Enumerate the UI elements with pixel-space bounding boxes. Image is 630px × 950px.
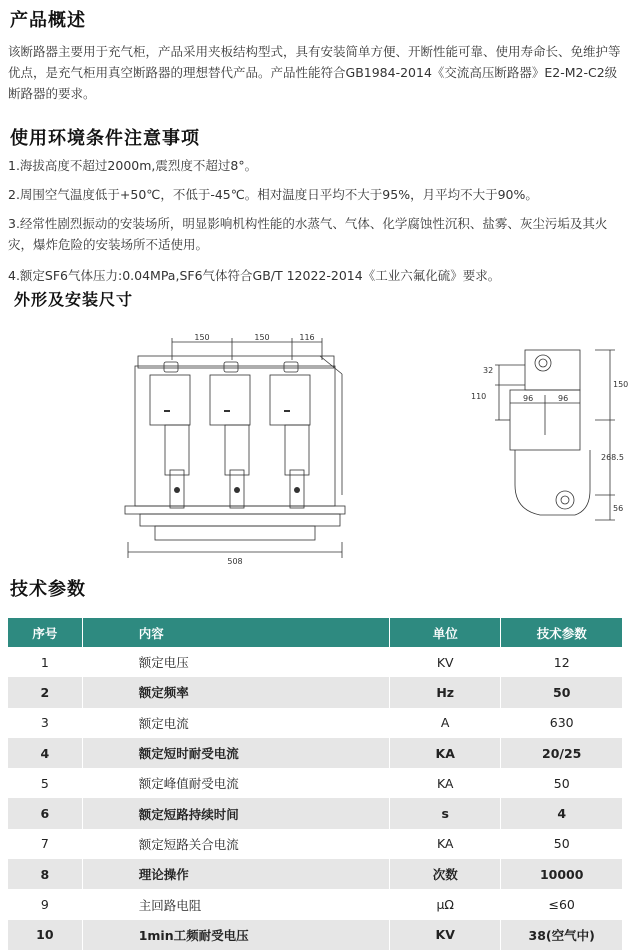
- table-cell: 4: [501, 798, 622, 828]
- header-cell: 技术参数: [501, 618, 622, 647]
- table-cell: 5: [8, 768, 82, 798]
- dim-label: 32: [483, 366, 494, 375]
- dim-label: 150: [254, 333, 270, 342]
- table-header-row: [8, 618, 622, 647]
- table-cell: 额定电流: [82, 708, 389, 738]
- front-view-drawing: [120, 330, 350, 570]
- table-cell: 理论操作: [82, 859, 389, 889]
- table-row: [8, 708, 622, 738]
- table-cell: 10: [8, 920, 82, 950]
- overview-title: 产品概述: [10, 10, 86, 31]
- table-cell: 4: [8, 738, 82, 768]
- table-cell: 2: [8, 677, 82, 707]
- table-cell: KA: [390, 829, 501, 859]
- table-row: [8, 889, 622, 919]
- table-cell: 38(空气中): [501, 920, 622, 950]
- environment-title: 使用环境条件注意事项: [10, 128, 200, 149]
- table-row: [8, 768, 622, 798]
- table-cell: KA: [390, 738, 501, 768]
- table-cell: 次数: [390, 859, 501, 889]
- table-cell: KV: [390, 647, 501, 677]
- table-cell: 7: [8, 829, 82, 859]
- table-cell: 额定电压: [82, 647, 389, 677]
- dim-label: 268.5: [601, 453, 624, 462]
- table-row: [8, 859, 622, 889]
- table-cell: A: [390, 708, 501, 738]
- environment-item: 3.经常性剧烈振动的安装场所，明显影响机构性能的水蒸气、气体、化学腐蚀性沉积、盐雾、灰尘污垢及其火灾，爆炸危险的安装场所不适使用。: [8, 216, 608, 252]
- tech-table: [8, 618, 622, 950]
- table-cell: Hz: [390, 677, 501, 707]
- table-cell: 6: [8, 798, 82, 828]
- table-row: [8, 798, 622, 828]
- overview-body: 该断路器主要用于充气柜，产品采用夹板结构型式，具有安装简单方便、开断性能可靠、使用寿命长、免维护等优点，是充气柜用真空断路器的理想替代产品。产品性能符合GB1984-2014《交流高压断路器》E2-M2-C2级断路器的要求。: [8, 44, 621, 101]
- dim-label: 110: [471, 392, 487, 401]
- table-row: [8, 738, 622, 768]
- dim-label: 508: [227, 557, 243, 566]
- table-cell: 1min工频耐受电压: [82, 920, 389, 950]
- environment-item: 2.周围空气温度低于+50℃，不低于-45℃。相对温度日平均不大于95%，月平均不大于90%。: [8, 187, 538, 202]
- table-cell: 630: [501, 708, 622, 738]
- table-cell: 10000: [501, 859, 622, 889]
- header-cell: 序号: [8, 618, 82, 647]
- table-cell: 额定短路关合电流: [82, 829, 389, 859]
- table-cell: 主回路电阻: [82, 889, 389, 919]
- dim-label: 96: [523, 394, 534, 403]
- table-cell: KA: [390, 768, 501, 798]
- table-row: [8, 647, 622, 677]
- table-cell: 额定短路持续时间: [82, 798, 389, 828]
- dim-label: 150: [194, 333, 210, 342]
- table-cell: 20/25: [501, 738, 622, 768]
- table-cell: 额定短时耐受电流: [82, 738, 389, 768]
- dimensions-title: 外形及安装尺寸: [14, 290, 134, 309]
- header-cell: 内容: [82, 618, 389, 647]
- environment-item: 4.额定SF6气体压力:0.04MPa,SF6气体符合GB/T 12022-2014《工业六氟化硫》要求。: [8, 268, 501, 283]
- dim-label: 96: [558, 394, 569, 403]
- table-cell: 1: [8, 647, 82, 677]
- table-cell: 额定频率: [82, 677, 389, 707]
- table-cell: 8: [8, 859, 82, 889]
- table-row: [8, 677, 622, 707]
- table-cell: 50: [501, 677, 622, 707]
- table-cell: 50: [501, 829, 622, 859]
- table-cell: μΩ: [390, 889, 501, 919]
- table-cell: 50: [501, 768, 622, 798]
- table-cell: 12: [501, 647, 622, 677]
- table-row: [8, 920, 622, 950]
- table-cell: 3: [8, 708, 82, 738]
- table-cell: ≤60: [501, 889, 622, 919]
- environment-item: 1.海拔高度不超过2000m,震烈度不超过8°。: [8, 158, 258, 173]
- table-cell: KV: [390, 920, 501, 950]
- tech-title: 技术参数: [10, 579, 86, 600]
- dim-label: 150: [613, 380, 629, 389]
- table-row: [8, 829, 622, 859]
- table-cell: 9: [8, 889, 82, 919]
- dim-label: 56: [613, 504, 624, 513]
- header-cell: 单位: [390, 618, 501, 647]
- side-view-drawing: [455, 335, 630, 555]
- dim-label: 116: [299, 333, 315, 342]
- table-cell: s: [390, 798, 501, 828]
- table-cell: 额定峰值耐受电流: [82, 768, 389, 798]
